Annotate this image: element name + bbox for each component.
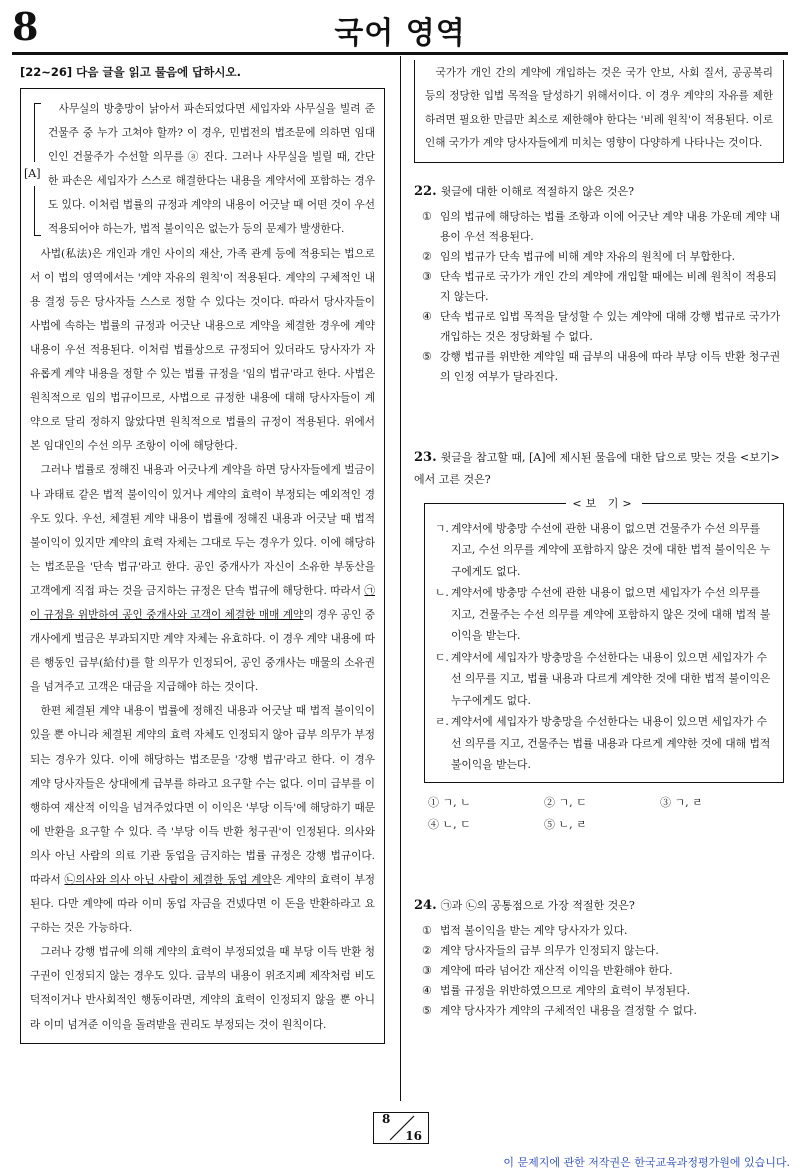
- bogi-text: 계약서에 세입자가 방충망을 수선한다는 내용이 있으면 세입자가 수선 의무를 지고, 건물주는 법률 내용과 다르게 계약한 것에 대해 법적 불이익을 받는다.: [451, 715, 771, 772]
- bogi-item-2: [435, 582, 773, 647]
- option-3[interactable]: [422, 267, 784, 307]
- passage-block-a: [24, 97, 375, 242]
- underlined-phrase-b: ㉡의사와 의사 아닌 사람이 체결한 동업 계약: [64, 874, 272, 886]
- choice-4[interactable]: ④ ㄴ, ㄷ: [428, 817, 471, 831]
- header-rule: [12, 52, 788, 55]
- paragraph-4-text-a: 한편 체결된 계약 내용이 법률에 정해진 내용과 어긋날 때 법적 불이익이 있을 뿐 아니라 체결된 계약의 효력 자체도 인정되지 않아 급부 의무가 부정되는 경우가 있다. 이에 해당하는 법조문을 '강행 법규'라고 한다. 이 경우 계약 당사자들은 상대에게 급부를 하라고 요구할 수는 없다. 이미 급부를 이행하여 재산적 이익을 넘겨주었다면 이 이익은 '부당 이득'에 해당하기 때문에 반환을 요구할 수 있다. 즉 '부당 이득 반환 청구권'이 인정된다. 의사와 의사 아닌 사람의 의료 기관 동업을 금지하는 법률 규정은 강행 법규이다. 따라서: [30, 705, 375, 886]
- answer-choices: [414, 793, 784, 835]
- option-text: 단속 법규로 입법 목적을 달성할 수 있는 계약에 대해 강행 법규로 국가가 개입하는 것은 정당화될 수 없다.: [440, 309, 781, 343]
- option-mark: ②: [422, 943, 432, 957]
- bogi-mark: ㄱ.: [435, 521, 449, 535]
- bogi-text: 계약서에 방충망 수선에 관한 내용이 없으면 건물주가 수선 의무를 지고, 수선 의무를 계약에 포함하지 않은 것에 대한 법적 불이익은 누구에게도 없다.: [451, 521, 771, 578]
- option-mark: ④: [422, 983, 432, 997]
- bogi-text: 계약서에 방충망 수선에 관한 내용이 없으면 세입자가 수선 의무를 지고, 건물주는 수선 의무를 계약에 포함하지 않은 것에 대해 법적 불이익을 받는다.: [451, 586, 771, 643]
- question-24: [414, 895, 784, 1021]
- option-text: 계약 당사자들의 급부 의무가 인정되지 않는다.: [440, 943, 659, 957]
- option-mark: ①: [422, 209, 432, 223]
- paragraph-3-text-b: 의 경우 공인 중개사에게 벌금은 부과되지만 계약 자체는 유효하다. 이 경우 계약 내용에 따른 행동인 급부(給付)를 할 의무가 인정되어, 공인 중개사는 매물의 소유권을 넘겨주고 고객은 대금을 지급해야 하는 것이다.: [30, 608, 375, 694]
- option-list: [414, 921, 784, 1021]
- option-2[interactable]: [422, 247, 784, 267]
- question-22: [414, 181, 784, 387]
- option-mark: ③: [422, 963, 432, 977]
- bogi-title: <보 기>: [566, 497, 641, 510]
- question-number: 23.: [414, 449, 437, 465]
- choice-1[interactable]: ① ㄱ, ㄴ: [428, 795, 471, 809]
- option-mark: ④: [422, 309, 432, 323]
- choice-5[interactable]: ⑤ ㄴ, ㄹ: [544, 817, 587, 831]
- copyright-notice: 이 문제지에 관한 저작권은 한국교육과정평가원에 있습니다.: [503, 1156, 790, 1169]
- passage-box: [20, 88, 385, 1044]
- option-1[interactable]: [422, 921, 784, 941]
- bogi-mark: ㄹ.: [435, 715, 449, 729]
- bogi-text: 계약서에 세입자가 방충망을 수선한다는 내용이 있으면 세입자가 수선 의무를 지고, 법률 내용과 다르게 계약한 것에 대한 법적 불이익은 누구에게도 없다.: [451, 650, 771, 707]
- subject-title: 국어 영역: [334, 16, 466, 51]
- bogi-box: [424, 496, 784, 783]
- option-mark: ①: [422, 923, 432, 937]
- page-number: 8: [12, 4, 39, 49]
- question-23: [414, 447, 784, 835]
- total-pages: 16: [405, 1129, 422, 1143]
- underlined-phrase-a: ㉠이 규정을 위반하여 공인 중개사와 고객이 체결한 매매 계약: [30, 584, 375, 621]
- option-3[interactable]: [422, 961, 784, 981]
- column-divider: [400, 56, 401, 1101]
- bogi-item-1: [435, 518, 773, 583]
- question-number: 24.: [414, 897, 437, 913]
- bogi-item-4: [435, 711, 773, 776]
- option-mark: ⑤: [422, 349, 432, 363]
- option-mark: ②: [422, 249, 432, 263]
- option-mark: ⑤: [422, 1003, 432, 1017]
- option-list: [414, 207, 784, 387]
- choice-3[interactable]: ③ ㄱ, ㄹ: [660, 795, 703, 809]
- paragraph-2: 사법(私法)은 개인과 개인 사이의 재산, 가족 관계 등에 적용되는 법으로서 이 법의 영역에서는 '계약 자유의 원칙'이 적용된다. 계약의 구체적인 내용 결정 등은 당사자들 스스로 정할 수 있다는 것이다. 따라서 당사자들이 사법에 속하는 법률의 규정과 어긋난 내용으로 계약을 체결한 경우에 계약 내용이 우선 적용된다. 이처럼 법률상으로 규정되어 있더라도 당사자가 자유롭게 계약 내용을 정할 수 있는 법률 규정을 '임의 법규'라고 한다. 사법은 원칙적으로 임의 법규이므로, 사법으로 규정한 내용에 대해 당사자들이 계약으로 달리 정하지 않았다면 원칙적으로 법률의 규정이 적용된다. 위에서 본 임대인의 수선 의무 조항이 이에 해당한다.: [30, 247, 375, 453]
- paragraph-3: [30, 458, 375, 699]
- question-number: 22.: [414, 183, 437, 199]
- paragraph-1: 사무실의 방충망이 낡아서 파손되었다면 세입자와 사무실을 빌려 준 건물주 중 누가 고쳐야 할까? 이 경우, 민법전의 법조문에 의하면 임대인인 건물주가 수선할 의무를 ⓐ 진다. 그러나 사무실을 빌릴 때, 간단한 파손은 세입자가 스스로 해결한다는 내용을 계약서에 포함하는 경우도 있다. 이처럼 법률의 규정과 계약의 내용이 어긋날 때 어떤 것이 우선 적용되어야 하는가, 법적 불이익은 없는가 등의 문제가 발생한다.: [48, 103, 375, 236]
- option-text: 계약 당사자가 계약의 구체적인 내용을 결정할 수 없다.: [440, 1003, 697, 1017]
- option-4[interactable]: [422, 981, 784, 1001]
- paragraph-4: [30, 699, 375, 940]
- paragraph-3-text-a: 그러나 법률로 정해진 내용과 어긋나게 계약을 하면 당사자들에게 벌금이나 과태료 같은 법적 불이익이 있거나 계약의 효력이 부정되는 예외적인 경우도 있다. 우선, 체결된 계약 내용이 법률에 정해진 내용과 어긋날 때 법적 불이익이 있지만 계약의 효력 자체는 그대로 두는 경우가 있다. 이에 해당하는 법조문을 '단속 법규'라고 한다. 공인 중개사가 자신이 소유한 부동산을 고객에게 직접 파는 것을 금지하는 규정은 단속 법규에 해당한다. 따라서: [30, 464, 375, 597]
- block-label: [A]: [24, 162, 41, 186]
- left-column: [20, 60, 385, 1044]
- option-text: 임의 법규에 해당하는 법률 조항과 이에 어긋난 계약 내용 가운데 계약 내용이 우선 적용된다.: [440, 209, 781, 243]
- option-4[interactable]: [422, 307, 784, 347]
- option-1[interactable]: [422, 207, 784, 247]
- option-text: 강행 법규를 위반한 계약일 때 급부의 내용에 따라 부당 이득 반환 청구권의 인정 여부가 달라진다.: [440, 349, 781, 383]
- option-2[interactable]: [422, 941, 784, 961]
- current-page: 8: [382, 1112, 391, 1126]
- paragraph-4-text-b: 은 계약의 효력이 부정된다. 다만 계약에 따라 이미 동업 자금을 건넸다면 이 돈을 반환하라고 요구하는 것은 가능하다.: [30, 874, 375, 935]
- page-indicator: [373, 1112, 429, 1144]
- bogi-mark: ㄷ.: [435, 650, 449, 664]
- option-text: 임의 법규가 단속 법규에 비해 계약 자유의 원칙에 더 부합한다.: [440, 249, 736, 263]
- option-5[interactable]: [422, 1001, 784, 1021]
- bogi-item-3: [435, 647, 773, 712]
- choice-2[interactable]: ② ㄱ, ㄷ: [544, 795, 587, 809]
- question-stem: 윗글에 대한 이해로 적절하지 않은 것은?: [440, 184, 635, 198]
- option-5[interactable]: [422, 347, 784, 387]
- question-stem: ㉠과 ㉡의 공통점으로 가장 적절한 것은?: [440, 898, 635, 912]
- paragraph-5: 그러나 강행 법규에 의해 계약의 효력이 부정되었을 때 부당 이득 반환 청구권이 인정되지 않는 경우도 있다. 급부의 내용이 위조지폐 제작처럼 비도덕적이거나 반사회적인 행동이라면, 계약의 효력이 인정되지 않을 뿐 아니라 이미 넘겨준 이익을 돌려받을 권리도 부정되는 것이 원칙이다.: [30, 946, 375, 1031]
- paragraph-6: 국가가 개인 간의 계약에 개입하는 것은 국가 안보, 사회 질서, 공공복리 등의 정당한 입법 목적을 달성하기 위해서이다. 이 경우 계약의 자유를 제한하려면 필요한 만큼만 최소로 제한해야 한다는 '비례 원칙'이 적용된다. 이로 인해 국가가 계약 당사자들에게 미치는 영향이 다양하게 나타나는 것이다.: [425, 67, 773, 150]
- option-text: 단속 법규로 국가가 개인 간의 계약에 개입할 때에는 비례 원칙이 적용되지 않는다.: [440, 269, 777, 303]
- option-text: 법적 불이익을 받는 계약 당사자가 있다.: [440, 923, 628, 937]
- right-column: [414, 60, 784, 1021]
- option-mark: ③: [422, 269, 432, 283]
- question-stem: 윗글을 참고할 때, [A]에 제시된 물음에 대한 답으로 맞는 것을 <보기>에서 고른 것은?: [414, 450, 780, 486]
- passage-continuation: [414, 60, 784, 163]
- instruction: [22~26] 다음 글을 읽고 물음에 답하시오.: [20, 65, 241, 79]
- bogi-mark: ㄴ.: [435, 586, 449, 600]
- option-text: 법률 규정을 위반하였으므로 계약의 효력이 부정된다.: [440, 983, 691, 997]
- option-text: 계약에 따라 넘어간 재산적 이익을 반환해야 한다.: [440, 963, 673, 977]
